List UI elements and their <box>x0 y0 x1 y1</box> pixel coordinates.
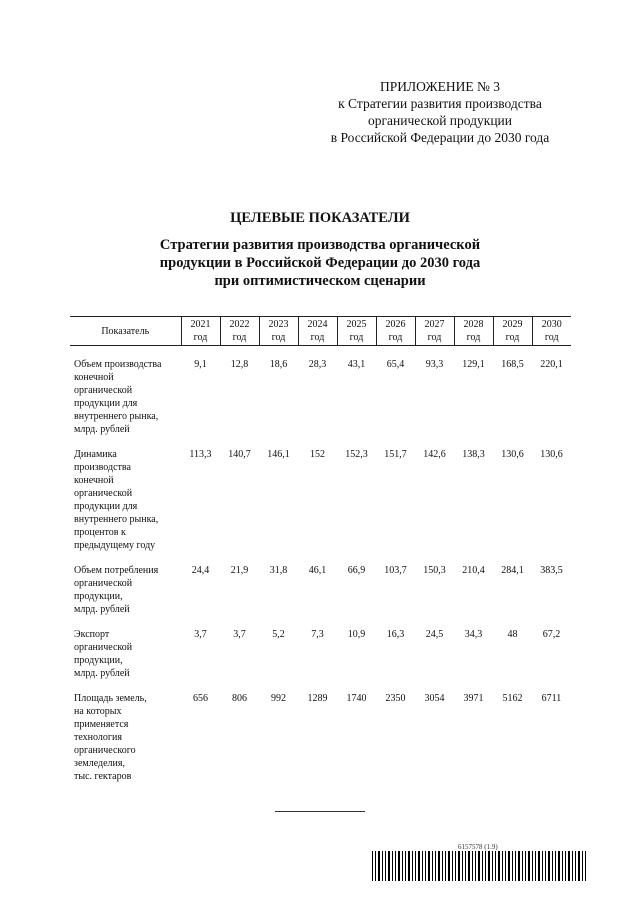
barcode-bar <box>458 851 460 881</box>
barcode-bar <box>542 851 543 881</box>
header-year: 2027 год <box>415 317 454 346</box>
table-cell: 65,4 <box>386 359 405 370</box>
row-spacer <box>70 552 571 564</box>
table-cell: 66,9 <box>347 565 366 576</box>
barcode-bar <box>432 851 433 881</box>
header-year: 2025 год <box>337 317 376 346</box>
barcode-bar <box>402 851 403 881</box>
barcode-bar <box>378 851 380 881</box>
barcode-bar <box>475 851 476 881</box>
barcode-bar <box>388 851 390 881</box>
header-year: 2028 год <box>454 317 493 346</box>
appendix-header <box>280 78 600 146</box>
barcode-bar <box>565 851 566 881</box>
barcode-bar <box>512 851 513 881</box>
table-cell: 31,8 <box>269 565 288 576</box>
table-cell: 48 <box>507 629 518 640</box>
subtitle-line: продукции в Российской Федерации до 2030 года <box>159 255 481 271</box>
table-cell: 152 <box>310 449 325 460</box>
barcode-bar <box>455 851 456 881</box>
appendix-line: к Стратегии развития производства <box>338 96 542 111</box>
indicator-label <box>70 628 181 680</box>
table-cell: 140,7 <box>228 449 251 460</box>
table-cell: 3,7 <box>233 629 246 640</box>
table-row <box>70 448 571 552</box>
table-cell: 130,6 <box>501 449 524 460</box>
barcode-bar <box>448 851 450 881</box>
barcode-bar <box>538 851 540 881</box>
header-year: 2026 год <box>376 317 415 346</box>
barcode-bar <box>468 851 470 881</box>
barcode-bar <box>582 851 583 881</box>
barcode-bar <box>385 851 386 881</box>
subtitle-line: Стратегии развития производства органической <box>159 237 481 253</box>
barcode-bar <box>452 851 453 881</box>
barcode-bar <box>485 851 486 881</box>
document-code: 6157578 (1.9) <box>458 843 498 851</box>
table-cell: 7,3 <box>311 629 324 640</box>
barcode-bar <box>412 851 413 881</box>
barcode-bar <box>488 851 490 881</box>
table-cell: 146,1 <box>267 449 290 460</box>
table-cell: 168,5 <box>501 359 524 370</box>
appendix-line: в Российской Федерации до 2030 года <box>330 130 550 145</box>
barcode-bar <box>438 851 440 881</box>
table-cell: 142,6 <box>423 449 446 460</box>
table-cell: 6711 <box>541 693 562 704</box>
indicator-label-line: технология <box>74 732 122 743</box>
barcode-bar <box>505 851 506 881</box>
indicator-label-line: млрд. рублей <box>74 424 130 435</box>
indicators-table <box>70 316 571 783</box>
indicator-label-line: внутреннего рынка, <box>74 514 159 525</box>
indicator-label <box>70 358 181 436</box>
separator-line <box>275 811 365 812</box>
indicator-label-line: Объем производства <box>74 359 162 370</box>
indicator-label-line: продукции, <box>74 655 123 666</box>
document-title: ЦЕЛЕВЫЕ ПОКАЗАТЕЛИ <box>230 210 410 226</box>
barcode-bar <box>552 851 553 881</box>
row-spacer <box>70 616 571 628</box>
barcode-bar <box>415 851 416 881</box>
header-year: 2023 год <box>259 317 298 346</box>
table-cell: 1289 <box>307 693 328 704</box>
barcode-bar <box>545 851 546 881</box>
table-cell: 284,1 <box>501 565 524 576</box>
row-spacer <box>70 346 571 359</box>
barcode-bar <box>445 851 446 881</box>
barcode-bar <box>555 851 556 881</box>
indicator-label-line: Площадь земель, <box>74 693 147 704</box>
table-cell: 103,7 <box>384 565 407 576</box>
table-cell: 24,5 <box>425 629 444 640</box>
indicator-label-line: органической <box>74 385 133 396</box>
header-year: 2030 год <box>532 317 571 346</box>
table-cell: 16,3 <box>386 629 405 640</box>
table-cell: 10,9 <box>347 629 366 640</box>
barcode-bar <box>498 851 500 881</box>
barcode-bar <box>375 851 376 881</box>
table-cell: 34,3 <box>464 629 483 640</box>
barcode-bar <box>575 851 576 881</box>
barcode-bar <box>562 851 563 881</box>
indicator-label <box>70 564 181 616</box>
appendix-number: ПРИЛОЖЕНИЕ № 3 <box>379 79 501 94</box>
indicator-label-line: продукции для <box>74 398 138 409</box>
barcode-bar <box>462 851 463 881</box>
barcode-bar <box>478 851 480 881</box>
table-cell: 152,3 <box>345 449 368 460</box>
row-spacer <box>70 680 571 692</box>
table-cell: 138,3 <box>462 449 485 460</box>
indicator-label <box>70 692 181 783</box>
barcode-bar <box>558 851 560 881</box>
barcode-bar <box>535 851 536 881</box>
table-cell: 12,8 <box>230 359 249 370</box>
table-cell: 992 <box>271 693 286 704</box>
barcode-bar <box>405 851 406 881</box>
table-cell: 130,6 <box>540 449 563 460</box>
barcode-bar <box>422 851 423 881</box>
barcode-bar <box>502 851 503 881</box>
table-cell: 150,3 <box>423 565 446 576</box>
indicator-label-line: Экспорт <box>74 629 110 640</box>
document-subtitle <box>120 236 520 290</box>
barcode-bar <box>572 851 573 881</box>
barcode-bar <box>372 851 373 881</box>
barcode-bar <box>528 851 530 881</box>
table-cell: 383,5 <box>540 565 563 576</box>
barcode <box>372 851 590 881</box>
barcode-bar <box>515 851 516 881</box>
table-row <box>70 692 571 783</box>
table-row <box>70 358 571 436</box>
indicator-label <box>70 448 181 552</box>
barcode-bar <box>395 851 396 881</box>
barcode-bar <box>442 851 443 881</box>
table-cell: 5162 <box>502 693 523 704</box>
barcode-bar <box>382 851 383 881</box>
barcode-bar <box>578 851 580 881</box>
barcode-bar <box>548 851 550 881</box>
indicator-label-line: тыс. гектаров <box>74 771 132 782</box>
indicator-label-line: органической <box>74 578 133 589</box>
indicator-label-line: продукции для <box>74 501 138 512</box>
barcode-bar <box>532 851 533 881</box>
indicator-label-line: земледелия, <box>74 758 125 769</box>
table-cell: 24,4 <box>191 565 210 576</box>
indicator-label-line: органического <box>74 745 136 756</box>
appendix-line: органической продукции <box>368 113 512 128</box>
table-cell: 21,9 <box>230 565 249 576</box>
table-cell: 2350 <box>385 693 406 704</box>
barcode-bar <box>435 851 436 881</box>
indicator-label-line: продукции, <box>74 591 123 602</box>
header-year: 2022 год <box>220 317 259 346</box>
barcode-bar <box>482 851 483 881</box>
table-cell: 43,1 <box>347 359 366 370</box>
barcode-bar <box>508 851 510 881</box>
header-year: 2024 год <box>298 317 337 346</box>
table-header-row <box>70 317 571 346</box>
header-year: 2021 год <box>181 317 220 346</box>
table-cell: 656 <box>193 693 208 704</box>
barcode-bar <box>522 851 523 881</box>
indicator-label-line: конечной <box>74 372 114 383</box>
indicator-label-line: на которых <box>74 706 122 717</box>
table-cell: 28,3 <box>308 359 327 370</box>
row-spacer <box>70 436 571 448</box>
indicator-label-line: процентов к <box>74 527 126 538</box>
barcode-bar <box>428 851 430 881</box>
table-cell: 9,1 <box>194 359 207 370</box>
indicator-label-line: производства <box>74 462 131 473</box>
table-body <box>70 346 571 784</box>
table-cell: 3971 <box>463 693 484 704</box>
indicator-label-line: Объем потребления <box>74 565 159 576</box>
subtitle-line: при оптимистическом сценарии <box>214 273 426 289</box>
barcode-bar <box>525 851 526 881</box>
table-cell: 3,7 <box>194 629 207 640</box>
barcode-bar <box>495 851 496 881</box>
barcode-bar <box>408 851 410 881</box>
header-year: 2029 год <box>493 317 532 346</box>
barcode-bar <box>518 851 520 881</box>
barcode-bar <box>465 851 466 881</box>
table-cell: 113,3 <box>189 449 212 460</box>
table-cell: 18,6 <box>269 359 288 370</box>
barcode-bar <box>472 851 473 881</box>
indicator-label-line: применяется <box>74 719 129 730</box>
table-cell: 210,4 <box>462 565 485 576</box>
barcode-bar <box>585 851 586 881</box>
table-cell: 67,2 <box>542 629 561 640</box>
header-indicator: Показатель <box>70 317 181 346</box>
barcode-bar <box>398 851 400 881</box>
table-cell: 1740 <box>346 693 367 704</box>
table-cell: 129,1 <box>462 359 485 370</box>
indicator-label-line: органической <box>74 488 133 499</box>
table-row <box>70 628 571 680</box>
table-cell: 46,1 <box>308 565 327 576</box>
barcode-bar <box>392 851 393 881</box>
indicator-label-line: внутреннего рынка, <box>74 411 159 422</box>
barcode-bar <box>492 851 493 881</box>
indicator-label-line: органической <box>74 642 133 653</box>
table-cell: 5,2 <box>272 629 285 640</box>
indicator-label-line: конечной <box>74 475 114 486</box>
indicator-label-line: предыдущему году <box>74 540 156 551</box>
indicator-label-line: млрд. рублей <box>74 604 130 615</box>
table-cell: 93,3 <box>425 359 444 370</box>
indicator-label-line: Динамика <box>74 449 117 460</box>
table-cell: 3054 <box>424 693 445 704</box>
table-cell: 220,1 <box>540 359 563 370</box>
barcode-bar <box>568 851 570 881</box>
barcode-bar <box>418 851 420 881</box>
table-cell: 806 <box>232 693 247 704</box>
table-row <box>70 564 571 616</box>
barcode-bar <box>425 851 426 881</box>
indicator-label-line: млрд. рублей <box>74 668 130 679</box>
table-cell: 151,7 <box>384 449 407 460</box>
